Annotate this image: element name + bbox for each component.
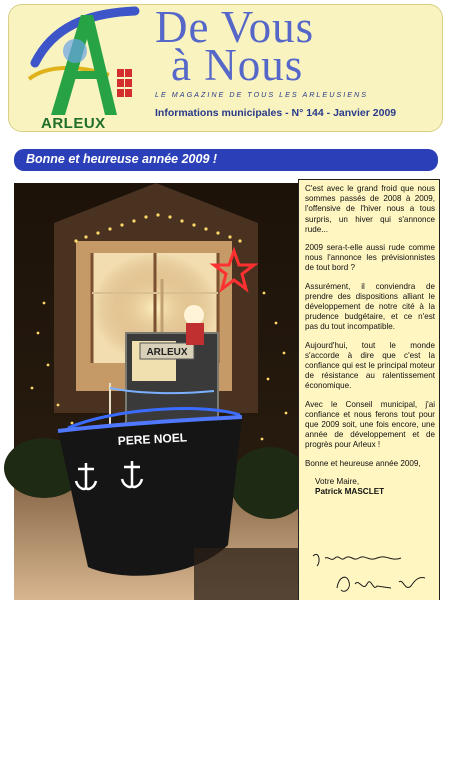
mayor-editorial <box>298 179 440 600</box>
editorial-paragraph: C'est avec le grand froid que nous sommes passés de 2008 à 2009, l'offensive de l'hiver nous a tous surpris, un hiver qui s'annonce rude... <box>305 184 435 234</box>
issue-info: Informations municipales - N° 144 - Janvier 2009 <box>155 107 397 119</box>
christmas-photo <box>14 183 311 764</box>
editorial-paragraph: Bonne et heureuse année 2009, <box>305 458 421 468</box>
headline-title: Bonne et heureuse année 2009 ! <box>26 152 218 166</box>
boat-sign: ARLEUX <box>146 347 188 358</box>
magazine-title-line1: De Vous <box>155 2 315 52</box>
magazine-title-line2: à Nous <box>171 40 304 90</box>
editorial-paragraph: Aujourd'hui, tout le monde s'accorde à dire que c'est la confiance qui est le principal moteur de résistance au ralentissement économique. <box>305 340 435 391</box>
headline-banner <box>14 149 438 171</box>
signature-name: Patrick MASCLET <box>315 487 385 497</box>
photo-caption: Concours des illuminations de Noël (Façade de Marie-Jeanne DESCARPENTRIES) <box>219 739 311 764</box>
masthead <box>8 4 443 132</box>
signature-role: Votre Maire, <box>315 476 360 486</box>
logo-text: ARLEUX <box>41 115 106 132</box>
illuminated-boat-scene <box>14 183 298 600</box>
editorial-paragraph: 2009 sera-t-elle aussi rude comme nous l'annonce les prévisionnistes de tout bord ? <box>305 243 435 273</box>
editorial-paragraph: Assurément, il conviendra de prendre des dispositions alliant le développement de notre cité à la prudence budgétaire, et ce n'est pas du tout incompatible. <box>305 281 435 332</box>
editorial-paragraph: Avec le Conseil municipal, j'ai confiance et nous ferons tout pour que 2009 soit, une fois encore, une année de développement et de progrès pour Arleux ! <box>305 399 435 450</box>
hull-sign: PERE NOEL <box>117 430 188 448</box>
magazine-tagline: LE MAGAZINE DE TOUS LES ARLEUSIENS <box>155 90 368 99</box>
handwritten-signature <box>307 548 437 600</box>
